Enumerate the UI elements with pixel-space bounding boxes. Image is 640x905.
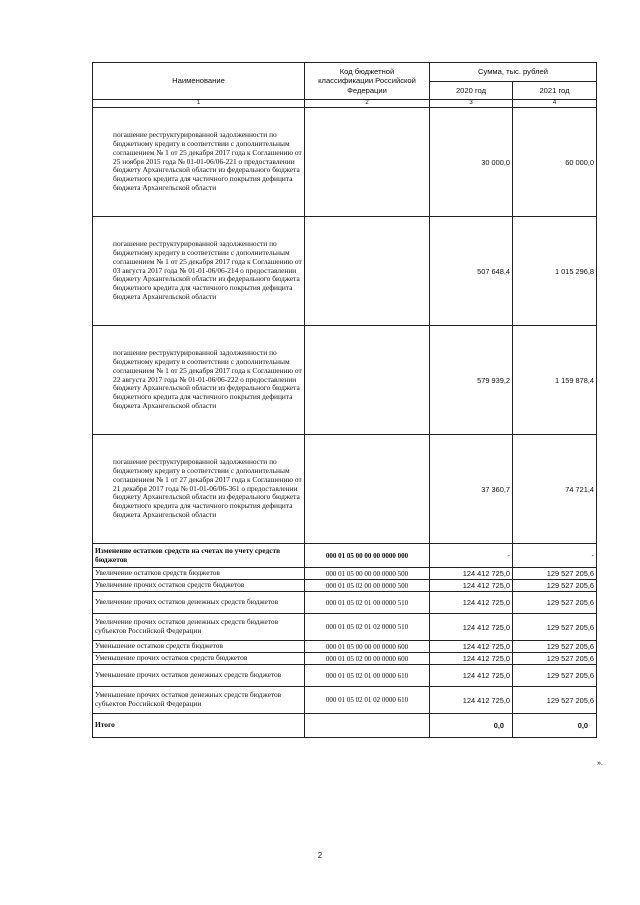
row-code [305, 435, 430, 544]
row-value-2020: 124 412 725,0 [430, 568, 513, 580]
row-value-2021: 129 527 205,6 [513, 641, 597, 653]
table-row [93, 108, 597, 217]
row-name: Изменение остатков средств на счетах по учету средств бюджетов [93, 544, 305, 568]
table-row [93, 435, 597, 544]
row-value-2020: 124 412 725,0 [430, 592, 513, 614]
row-code: 000 01 05 02 01 00 0000 610 [305, 665, 430, 687]
row-name: Увеличение прочих остатков денежных средств бюджетов [93, 592, 305, 614]
row-code: 000 01 05 02 01 02 0000 510 [305, 614, 430, 641]
row-value-2020: 124 412 725,0 [430, 653, 513, 665]
total-row [93, 714, 597, 738]
row-value-2020: 507 648,4 [430, 217, 513, 326]
row-value-2021: 129 527 205,6 [513, 568, 597, 580]
column-number-4: 4 [513, 100, 597, 108]
row-code [305, 326, 430, 435]
page-number: 2 [317, 851, 323, 860]
table-row [93, 653, 597, 665]
row-value-2021: 129 527 205,6 [513, 580, 597, 592]
row-code: 000 01 05 00 00 00 0000 500 [305, 568, 430, 580]
total-value-2020: 0,0 [430, 714, 513, 738]
row-name: Увеличение прочих остатков денежных средств бюджетов субъектов Российской Федерации [93, 614, 305, 641]
row-value-2021: 129 527 205,6 [513, 665, 597, 687]
header-code: Код бюджетной классификации Российской Федерации [305, 63, 430, 100]
header-sum: Сумма, тыс. рублей [430, 63, 597, 82]
row-name: погашение реструктурированной задолженности по бюджетному кредиту в соответствии с дополнительным соглашением № 1 от 25 декабря 2017 года к Соглашению от 22 августа 2017 года № 01-01-06/06-222 о предоставлении бюджету Архангельской области из федерального бюджета бюджетного кредита для частичного покрытия дефицита бюджета Архангельской области [93, 326, 305, 435]
table-row [93, 687, 597, 714]
row-value-2021: 74 721,4 [513, 435, 597, 544]
row-value-2021: 129 527 205,6 [513, 687, 597, 714]
row-value-2020: 124 412 725,0 [430, 687, 513, 714]
table-row [93, 580, 597, 592]
row-code [305, 108, 430, 217]
header-year-2020: 2020 год [430, 82, 513, 100]
row-name: погашение реструктурированной задолженности по бюджетному кредиту в соответствии с дополнительным соглашением № 1 от 25 декабря 2017 года к Соглашению от 25 ноября 2015 года № 01-01-06/06-221 о предоставлении бюджету Архангельской области из федерального бюджета бюджетного кредита для частичного покрытия дефицита бюджета Архангельской области [93, 108, 305, 217]
table-row [93, 326, 597, 435]
row-code [305, 714, 430, 738]
row-value-2020: 124 412 725,0 [430, 580, 513, 592]
row-value-2021: - [513, 544, 597, 568]
row-value-2020: 124 412 725,0 [430, 614, 513, 641]
row-code: 000 01 05 00 00 00 0000 000 [305, 544, 430, 568]
row-name: погашение реструктурированной задолженности по бюджетному кредиту в соответствии с дополнительным соглашением № 1 от 25 декабря 2017 года к Соглашению от 03 августа 2017 года № 01-01-06/06-214 о предоставлении бюджету Архангельской области из федерального бюджета бюджетного кредита для частичного покрытия дефицита бюджета Архангельской области [93, 217, 305, 326]
row-value-2021: 129 527 205,6 [513, 614, 597, 641]
header-name: Наименование [93, 63, 305, 100]
row-value-2020: 30 000,0 [430, 108, 513, 217]
row-value-2021: 1 015 296,8 [513, 217, 597, 326]
table-row [93, 544, 597, 568]
total-label: Итого [93, 714, 305, 738]
row-value-2021: 129 527 205,6 [513, 592, 597, 614]
row-value-2020: 124 412 725,0 [430, 641, 513, 653]
table-row [93, 217, 597, 326]
row-value-2021: 60 000,0 [513, 108, 597, 217]
row-name: Уменьшение остатков средств бюджетов [93, 641, 305, 653]
table-row [93, 568, 597, 580]
row-name: погашение реструктурированной задолженности по бюджетному кредиту в соответствии с дополнительным соглашением № 1 от 27 декабря 2017 года к Соглашению от 21 декабря 2017 года № 01-01-06/06-361 о предоставлении бюджету Архангельской области из федерального бюджета бюджетного кредита для частичного покрытия дефицита бюджета Архангельской области [93, 435, 305, 544]
row-value-2020: - [430, 544, 513, 568]
header-year-2021: 2021 год [513, 82, 597, 100]
table-row [93, 614, 597, 641]
row-value-2020: 579 939,2 [430, 326, 513, 435]
row-name: Уменьшение прочих остатков средств бюджетов [93, 653, 305, 665]
row-value-2020: 37 360,7 [430, 435, 513, 544]
table-row [93, 665, 597, 687]
row-code [305, 217, 430, 326]
row-value-2021: 129 527 205,6 [513, 653, 597, 665]
row-name: Уменьшение прочих остатков денежных средств бюджетов [93, 665, 305, 687]
row-code: 000 01 05 02 01 00 0000 510 [305, 592, 430, 614]
row-name: Уменьшение прочих остатков денежных средств бюджетов субъектов Российской Федерации [93, 687, 305, 714]
row-code: 000 01 05 02 00 00 0000 600 [305, 653, 430, 665]
row-code: 000 01 05 02 00 00 0000 500 [305, 580, 430, 592]
row-name: Увеличение прочих остатков средств бюджетов [93, 580, 305, 592]
column-number-1: 1 [93, 100, 305, 108]
budget-sources-table [92, 62, 597, 738]
table-row [93, 641, 597, 653]
column-number-3: 3 [430, 100, 513, 108]
row-code: 000 01 05 00 00 00 0000 600 [305, 641, 430, 653]
row-name: Увеличение остатков средств бюджетов [93, 568, 305, 580]
total-value-2021: 0,0 [513, 714, 597, 738]
column-number-2: 2 [305, 100, 430, 108]
row-value-2020: 124 412 725,0 [430, 665, 513, 687]
row-code: 000 01 05 02 01 02 0000 610 [305, 687, 430, 714]
row-value-2021: 1 159 878,4 [513, 326, 597, 435]
table-row [93, 592, 597, 614]
closing-quote-mark: ». [597, 760, 603, 767]
